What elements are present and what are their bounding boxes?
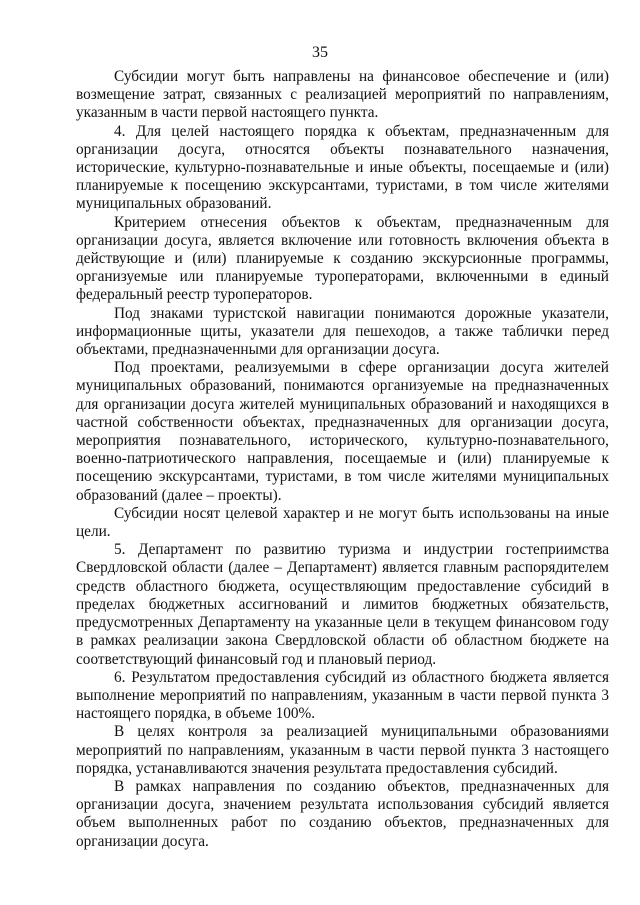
paragraph-projects: Под проектами, реализуемыми в сфере организации досуга жителей муниципальных образований, понимаются организуемые на предназначенных для организации досуга жителей муниципальных образований и находящихся в частной собственности объектах, предназначенных для организации досуга, мероприятия познавательного, исторического, культурно-познавательного, военно-патриотического направления, посещаемые и (или) планируемые к посещению экскурсантами, туристами, в том числе жителями муниципальных образований (далее – проекты). <box>76 359 609 504</box>
paragraph-item-5: 5. Департамент по развитию туризма и индустрии гостеприимства Свердловской области (далее – Департамент) является главным распорядителем средств областного бюджета, осуществляющим предоставление субсидий в пределах бюджетных ассигнований и лимитов бюджетных обязательств, предусмотренных Департаменту на указанные цели в текущем финансовом году в рамках реализации закона Свердловской области об областном бюджете на соответствующий финансовый год и плановый период. <box>76 541 609 668</box>
paragraph-criterion: Критерием отнесения объектов к объектам, предназначенным для организации досуга, является включение или готовность включения объекта в действующие и (или) планируемые к созданию экскурсионные программы, организуемые или планируемые туроператорами, включенными в единый федеральный реестр туроператоров. <box>76 213 609 304</box>
paragraph-subsidy-purpose: Субсидии могут быть направлены на финансовое обеспечение и (или) возмещение затрат, связанных с реализацией мероприятий по направлениям, указанным в части первой настоящего пункта. <box>76 68 609 122</box>
paragraph-targeted-nature: Субсидии носят целевой характер и не могут быть использованы на иные цели. <box>76 504 609 541</box>
paragraph-item-6: 6. Результатом предоставления субсидий из областного бюджета является выполнение мероприятий по направлениям, указанным в части первой пункта 3 настоящего порядка, в объеме 100%. <box>76 668 609 723</box>
paragraph-result-value: В рамках направления по созданию объектов, предназначенных для организации досуга, значением результата использования субсидий является объем выполненных работ по созданию объектов, предназначенных для организации досуга. <box>76 777 609 850</box>
paragraph-navigation-signs: Под знаками туристской навигации понимаются дорожные указатели, информационные щиты, указатели для пешеходов, а также таблички перед объектами, предназначенными для организации досуга. <box>76 304 609 359</box>
paragraph-item-4: 4. Для целей настоящего порядка к объектам, предназначенным для организации досуга, относятся объекты познавательного назначения, исторические, культурно-познавательные и иные объекты, посещаемые и (или) планируемые к посещению экскурсантами, туристами, в том числе жителями муниципальных образований. <box>76 122 609 213</box>
paragraph-control: В целях контроля за реализацией муниципальными образованиями мероприятий по направлениям, указанным в части первой пункта 3 настоящего порядка, устанавливаются значения результата предоставления субсидий. <box>76 723 609 777</box>
document-body <box>76 68 609 851</box>
page-number: 35 <box>312 44 328 61</box>
